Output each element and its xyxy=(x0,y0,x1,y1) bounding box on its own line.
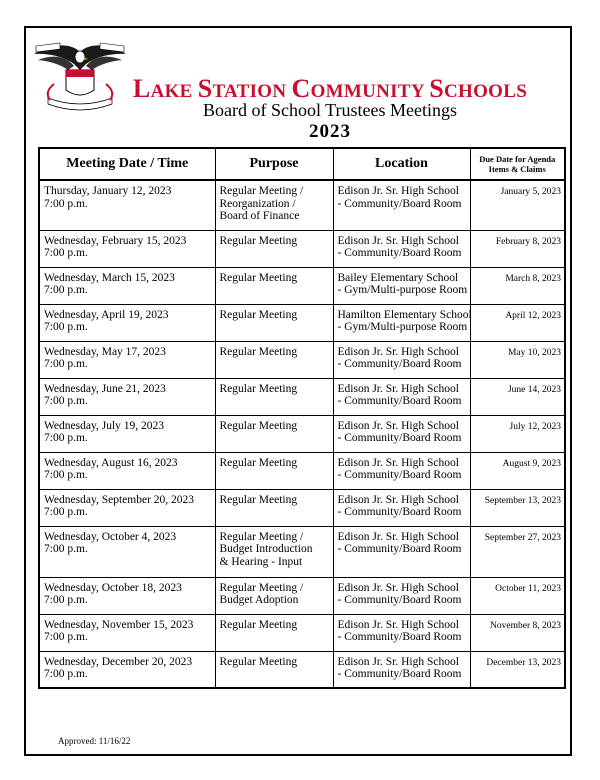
location-line: Hamilton Elementary School xyxy=(337,308,472,321)
due-date: February 8, 2023 xyxy=(495,236,561,247)
location-cell xyxy=(333,614,470,651)
meeting-date: Wednesday, September 20, 2023 xyxy=(44,493,195,506)
location-cell xyxy=(333,304,470,341)
due-date: March 8, 2023 xyxy=(505,273,561,284)
school-name-initial: C xyxy=(291,74,311,103)
meeting-time: 7:00 p.m. xyxy=(44,469,88,481)
meeting-date-cell xyxy=(39,489,215,526)
meeting-date: Wednesday, April 19, 2023 xyxy=(44,308,169,321)
meeting-time: 7:00 p.m. xyxy=(44,321,88,333)
meeting-date-cell xyxy=(39,378,215,415)
location-line: - Gym/Multi-purpose Room xyxy=(337,284,468,296)
purpose-cell xyxy=(215,577,333,614)
location-line: - Community/Board Room xyxy=(337,506,462,518)
purpose-line: Regular Meeting xyxy=(219,271,298,284)
meeting-date: Wednesday, October 4, 2023 xyxy=(44,530,177,543)
due-date-cell xyxy=(470,452,565,489)
location-cell xyxy=(333,415,470,452)
due-date-cell xyxy=(470,230,565,267)
location-line: - Community/Board Room xyxy=(337,197,462,210)
purpose-cell xyxy=(215,415,333,452)
location-cell xyxy=(333,526,470,577)
table-row xyxy=(39,415,565,452)
meeting-time: 7:00 p.m. xyxy=(44,197,88,210)
meeting-date: Wednesday, December 20, 2023 xyxy=(44,655,193,668)
location-line: - Community/Board Room xyxy=(337,395,462,407)
due-header-line: Due Date for Agenda xyxy=(479,154,556,164)
due-date: January 5, 2023 xyxy=(500,187,561,197)
location-cell xyxy=(333,489,470,526)
approved-note: Approved: 11/16/22 xyxy=(58,736,131,746)
due-date: September 13, 2023 xyxy=(484,495,561,506)
meeting-date: Wednesday, October 18, 2023 xyxy=(44,581,182,594)
meeting-date: Wednesday, August 16, 2023 xyxy=(44,456,178,469)
location-line: Edison Jr. Sr. High School xyxy=(337,419,459,432)
due-date: June 14, 2023 xyxy=(507,384,561,395)
due-date: December 13, 2023 xyxy=(486,657,561,668)
location-line: Edison Jr. Sr. High School xyxy=(337,581,459,594)
meeting-date-cell xyxy=(39,304,215,341)
purpose-cell xyxy=(215,526,333,577)
location-line: Bailey Elementary School xyxy=(337,271,459,284)
page-subtitle: Board of School Trustees Meetings xyxy=(203,100,457,120)
table-header-row xyxy=(39,148,565,180)
due-date: April 12, 2023 xyxy=(505,310,561,321)
due-date-cell xyxy=(470,341,565,378)
due-date: October 11, 2023 xyxy=(495,583,561,594)
location-cell xyxy=(333,180,470,230)
meeting-schedule-table xyxy=(38,147,566,689)
column-header-purpose: Purpose xyxy=(215,148,333,180)
meeting-time: 7:00 p.m. xyxy=(44,543,88,555)
column-header-location: Location xyxy=(333,148,470,180)
purpose-line: Regular Meeting xyxy=(219,345,298,358)
table-row xyxy=(39,304,565,341)
purpose-line: Board of Finance xyxy=(219,210,300,222)
school-name-part: TATION xyxy=(212,81,287,102)
table-row xyxy=(39,378,565,415)
due-date: November 8, 2023 xyxy=(490,620,561,631)
location-cell xyxy=(333,378,470,415)
table-row xyxy=(39,230,565,267)
due-date: July 12, 2023 xyxy=(509,421,561,432)
purpose-cell xyxy=(215,180,333,230)
meeting-date: Wednesday, November 15, 2023 xyxy=(44,618,194,631)
purpose-line: Regular Meeting / xyxy=(219,581,304,594)
due-date-cell xyxy=(470,651,565,688)
location-line: Edison Jr. Sr. High School xyxy=(337,382,459,395)
location-cell xyxy=(333,267,470,304)
due-date: May 10, 2023 xyxy=(507,347,561,358)
column-header-date: Meeting Date / Time xyxy=(39,148,215,180)
school-name-part: CHOOLS xyxy=(443,81,528,102)
location-cell xyxy=(333,452,470,489)
location-line: - Community/Board Room xyxy=(337,358,462,370)
meeting-time: 7:00 p.m. xyxy=(44,358,88,370)
due-date-cell xyxy=(470,577,565,614)
meeting-date-cell xyxy=(39,526,215,577)
school-name-part: AKE xyxy=(150,81,193,102)
table-row xyxy=(39,341,565,378)
meeting-date: Wednesday, March 15, 2023 xyxy=(44,271,175,284)
purpose-line: Regular Meeting xyxy=(219,382,298,395)
purpose-line: Regular Meeting xyxy=(219,655,298,668)
meeting-time: 7:00 p.m. xyxy=(44,506,88,518)
location-line: Edison Jr. Sr. High School xyxy=(337,234,459,247)
meeting-date: Wednesday, May 17, 2023 xyxy=(44,345,166,358)
purpose-line: Regular Meeting xyxy=(219,234,298,247)
location-cell xyxy=(333,230,470,267)
meeting-date-cell xyxy=(39,452,215,489)
location-line: - Community/Board Room xyxy=(337,247,462,259)
purpose-line: Reorganization / xyxy=(219,197,296,210)
location-line: Edison Jr. Sr. High School xyxy=(337,185,459,197)
location-line: Edison Jr. Sr. High School xyxy=(337,530,459,543)
location-line: - Community/Board Room xyxy=(337,668,462,680)
purpose-cell xyxy=(215,304,333,341)
meeting-date-cell xyxy=(39,614,215,651)
column-header-due-date xyxy=(470,148,565,180)
purpose-cell xyxy=(215,651,333,688)
meeting-time: 7:00 p.m. xyxy=(44,395,88,407)
table-row xyxy=(39,577,565,614)
due-date: August 9, 2023 xyxy=(502,458,561,469)
purpose-cell xyxy=(215,230,333,267)
location-line: - Community/Board Room xyxy=(337,432,462,444)
purpose-line: Regular Meeting xyxy=(219,493,298,506)
meeting-date: Thursday, January 12, 2023 xyxy=(44,185,172,197)
table-row xyxy=(39,614,565,651)
location-line: - Community/Board Room xyxy=(337,469,462,481)
table-row xyxy=(39,267,565,304)
location-line: - Community/Board Room xyxy=(337,594,462,606)
purpose-line: Budget Introduction xyxy=(219,543,313,555)
location-line: Edison Jr. Sr. High School xyxy=(337,655,459,668)
location-cell xyxy=(333,577,470,614)
meeting-date-cell xyxy=(39,180,215,230)
purpose-line: & Hearing - Input xyxy=(219,555,303,568)
purpose-line: Regular Meeting / xyxy=(219,185,304,197)
meeting-date: Wednesday, February 15, 2023 xyxy=(44,234,187,247)
meeting-date-cell xyxy=(39,651,215,688)
location-cell xyxy=(333,651,470,688)
due-date: September 27, 2023 xyxy=(484,532,561,543)
purpose-cell xyxy=(215,341,333,378)
meeting-time: 7:00 p.m. xyxy=(44,432,88,444)
table-row xyxy=(39,452,565,489)
meeting-date-cell xyxy=(39,415,215,452)
due-date-cell xyxy=(470,526,565,577)
page-year: 2023 xyxy=(309,121,351,142)
due-date-cell xyxy=(470,267,565,304)
meeting-date-cell xyxy=(39,267,215,304)
table-row xyxy=(39,489,565,526)
purpose-line: Regular Meeting xyxy=(219,419,298,432)
purpose-cell xyxy=(215,489,333,526)
school-name-part: OMMUNITY xyxy=(310,81,425,102)
meeting-time: 7:00 p.m. xyxy=(44,668,88,680)
location-cell xyxy=(333,341,470,378)
location-line: - Community/Board Room xyxy=(337,543,462,555)
due-date-cell xyxy=(470,614,565,651)
due-date-cell xyxy=(470,304,565,341)
purpose-line: Budget Adoption xyxy=(219,594,299,606)
purpose-cell xyxy=(215,452,333,489)
purpose-line: Regular Meeting xyxy=(219,456,298,469)
meeting-date-cell xyxy=(39,230,215,267)
table-row xyxy=(39,180,565,230)
due-date-cell xyxy=(470,378,565,415)
purpose-cell xyxy=(215,378,333,415)
meeting-date: Wednesday, June 21, 2023 xyxy=(44,382,166,395)
meeting-date: Wednesday, July 19, 2023 xyxy=(44,419,165,432)
purpose-line: Regular Meeting xyxy=(219,618,298,631)
location-line: - Community/Board Room xyxy=(337,631,462,643)
location-line: Edison Jr. Sr. High School xyxy=(337,618,459,631)
purpose-line: Regular Meeting / xyxy=(219,530,304,543)
meeting-date-cell xyxy=(39,341,215,378)
meeting-time: 7:00 p.m. xyxy=(44,631,88,643)
meeting-time: 7:00 p.m. xyxy=(44,284,88,296)
school-name-initial: S xyxy=(197,74,213,103)
table-row xyxy=(39,651,565,688)
due-date-cell xyxy=(470,489,565,526)
purpose-cell xyxy=(215,614,333,651)
location-line: Edison Jr. Sr. High School xyxy=(337,456,459,469)
purpose-line: Regular Meeting xyxy=(219,308,298,321)
due-date-cell xyxy=(470,180,565,230)
due-date-cell xyxy=(470,415,565,452)
due-header-line: Items & Claims xyxy=(488,164,546,174)
school-name-initial: L xyxy=(132,74,151,103)
school-name-initial: S xyxy=(429,74,444,103)
table-row xyxy=(39,526,565,577)
location-line: Edison Jr. Sr. High School xyxy=(337,345,459,358)
location-line: - Gym/Multi-purpose Room xyxy=(337,321,468,333)
purpose-cell xyxy=(215,267,333,304)
meeting-date-cell xyxy=(39,577,215,614)
meeting-time: 7:00 p.m. xyxy=(44,247,88,259)
location-line: Edison Jr. Sr. High School xyxy=(337,493,459,506)
meeting-time: 7:00 p.m. xyxy=(44,594,88,606)
